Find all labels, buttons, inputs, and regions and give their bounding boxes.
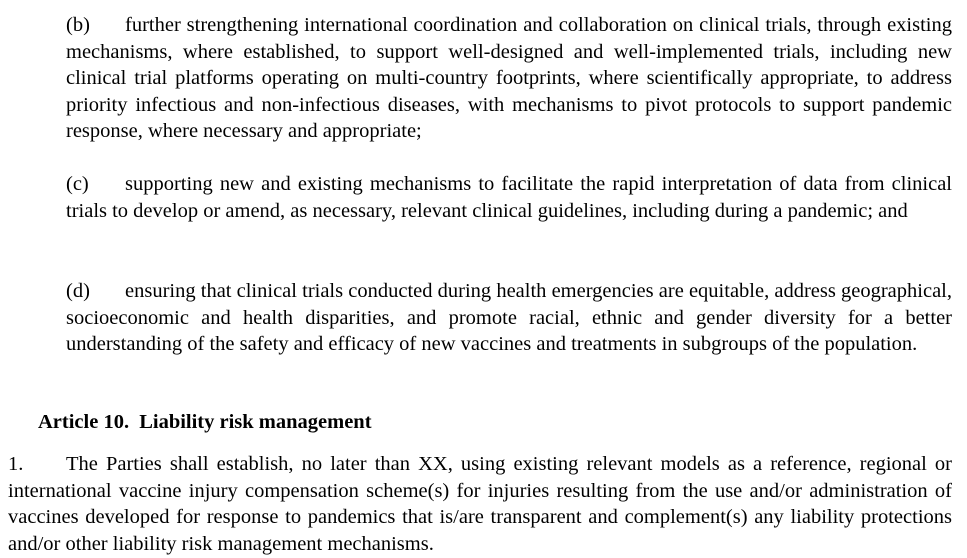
clause-text: supporting new and existing mechanisms to facilitate the rapid interpretation of data from clinical trials to develop or amend, as necessary, relevant clinical guidelines, including during a pandemic; and bbox=[66, 173, 952, 222]
paragraph-text: The Parties shall establish, no later than XX, using existing relevant models as a reference, regional or international vaccine injury compensation scheme(s) for injuries resulting from the use and/or administration of vaccines developed for response to pandemics that is/are transparent and complement(s) any liability protections and/or other liability risk management mechanisms. bbox=[8, 453, 952, 555]
clause-text: ensuring that clinical trials conducted during health emergencies are equitable, address geographical, socioeconomic and health disparities, and promote racial, ethnic and gender diversity for a better understanding of the safety and efficacy of new vaccines and treatments in subgroups of the population. bbox=[66, 280, 952, 355]
article-number: Article 10. bbox=[38, 411, 130, 433]
clause-marker: (b) bbox=[66, 14, 90, 36]
article-title: Liability risk management bbox=[139, 411, 372, 433]
clause-c bbox=[66, 171, 952, 224]
paragraph-marker: 1. bbox=[8, 453, 24, 475]
clause-marker: (c) bbox=[66, 173, 89, 195]
paragraph-1 bbox=[8, 451, 952, 557]
article-heading bbox=[38, 409, 372, 435]
clause-b bbox=[66, 12, 952, 145]
clause-d bbox=[66, 278, 952, 358]
clause-marker: (d) bbox=[66, 280, 90, 302]
clause-text: further strengthening international coordination and collaboration on clinical trials, through existing mechanisms, where established, to support well-designed and well-implemented trials, including new clinical trial platforms operating on multi-country footprints, where scientifically appropriate, to address priority infectious and non-infectious diseases, with mechanisms to pivot protocols to support pandemic response, where necessary and appropriate; bbox=[66, 14, 952, 142]
